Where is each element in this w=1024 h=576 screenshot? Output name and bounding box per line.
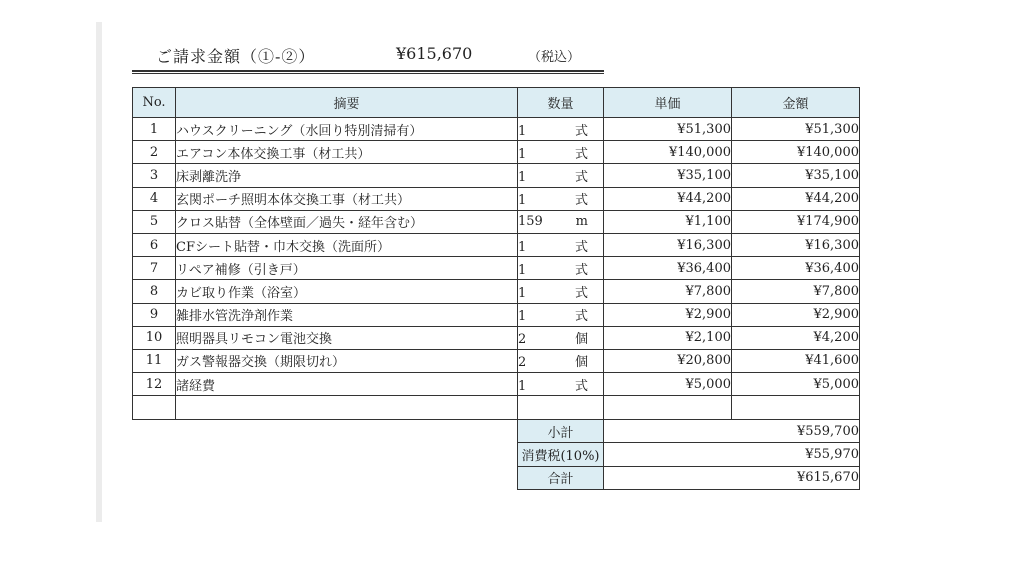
row-desc: ガス警報器交換（期限切れ）	[176, 349, 518, 372]
row-amount: ¥174,900	[732, 210, 860, 233]
tax-value: ¥55,970	[604, 443, 860, 466]
row-no: 7	[133, 257, 176, 280]
row-unit-price: ¥20,800	[604, 349, 732, 372]
col-unit-price: 単価	[604, 88, 732, 118]
tax-label: 消費税(10%)	[518, 443, 604, 466]
col-qty: 数量	[518, 88, 604, 118]
row-amount: ¥140,000	[732, 141, 860, 164]
table-row	[133, 141, 860, 164]
total-label: 合計	[518, 466, 604, 489]
col-desc: 摘要	[176, 88, 518, 118]
table-header-row	[133, 88, 860, 118]
table-row	[133, 373, 860, 396]
row-qty-cell	[518, 141, 604, 164]
row-no: 8	[133, 280, 176, 303]
row-desc: ハウスクリーニング（水回り特別清掃有）	[176, 118, 518, 141]
invoice-amount: ¥615,670	[396, 44, 473, 63]
row-no: 3	[133, 164, 176, 187]
row-unit-price: ¥2,100	[604, 326, 732, 349]
row-no: 9	[133, 303, 176, 326]
row-qty: 1	[518, 239, 527, 255]
table-row	[133, 257, 860, 280]
page-edge	[96, 22, 102, 522]
table-row	[133, 164, 860, 187]
row-unit-price: ¥2,900	[604, 303, 732, 326]
blank-row	[133, 396, 860, 420]
row-unit: 式	[574, 146, 588, 162]
row-unit-price: ¥35,100	[604, 164, 732, 187]
row-unit-price: ¥16,300	[604, 233, 732, 256]
row-qty-cell	[518, 210, 604, 233]
row-unit: 個	[574, 355, 588, 371]
row-desc: 諸経費	[176, 373, 518, 396]
row-no: 1	[133, 118, 176, 141]
row-qty: 1	[518, 123, 527, 139]
row-qty: 159	[518, 214, 543, 230]
row-amount: ¥4,200	[732, 326, 860, 349]
row-desc: クロス貼替（全体壁面／過失・経年含む）	[176, 210, 518, 233]
row-qty-cell	[518, 280, 604, 303]
row-amount: ¥41,600	[732, 349, 860, 372]
row-unit: 式	[574, 169, 588, 185]
row-amount: ¥5,000	[732, 373, 860, 396]
table-row	[133, 210, 860, 233]
row-qty: 1	[518, 309, 527, 325]
row-unit-price: ¥44,200	[604, 187, 732, 210]
row-qty: 1	[518, 193, 527, 209]
row-qty-cell	[518, 373, 604, 396]
row-qty: 2	[518, 332, 527, 348]
total-row	[133, 466, 860, 489]
row-amount: ¥16,300	[732, 233, 860, 256]
col-amount: 金額	[732, 88, 860, 118]
row-qty: 1	[518, 262, 527, 278]
row-unit-price: ¥36,400	[604, 257, 732, 280]
row-unit: 個	[574, 332, 588, 348]
row-amount: ¥2,900	[732, 303, 860, 326]
row-qty: 2	[518, 355, 527, 371]
row-desc: 床剥離洗浄	[176, 164, 518, 187]
row-desc: カビ取り作業（浴室）	[176, 280, 518, 303]
row-qty: 1	[518, 285, 527, 301]
table-row	[133, 187, 860, 210]
row-amount: ¥35,100	[732, 164, 860, 187]
invoice-table	[132, 87, 860, 490]
row-unit: m	[575, 214, 588, 230]
row-desc: 照明器具リモコン電池交換	[176, 326, 518, 349]
row-no: 6	[133, 233, 176, 256]
tax-row	[133, 443, 860, 466]
table-row	[133, 233, 860, 256]
row-no: 12	[133, 373, 176, 396]
row-unit: 式	[574, 123, 588, 139]
row-desc: CFシート貼替・巾木交換（洗面所）	[176, 233, 518, 256]
subtotal-row	[133, 420, 860, 443]
subtotal-value: ¥559,700	[604, 420, 860, 443]
row-qty: 1	[518, 378, 527, 394]
row-qty-cell	[518, 233, 604, 256]
row-unit-price: ¥140,000	[604, 141, 732, 164]
row-qty-cell	[518, 257, 604, 280]
subtotal-label: 小計	[518, 420, 604, 443]
row-qty-cell	[518, 349, 604, 372]
row-unit-price: ¥5,000	[604, 373, 732, 396]
row-unit: 式	[574, 285, 588, 301]
invoice-title: ご請求金額（①-②）	[156, 47, 316, 66]
row-unit-price: ¥7,800	[604, 280, 732, 303]
row-desc: 雑排水管洗浄剤作業	[176, 303, 518, 326]
row-desc: 玄関ポーチ照明本体交換工事（材工共）	[176, 187, 518, 210]
total-value: ¥615,670	[604, 466, 860, 489]
header-underline	[132, 70, 604, 74]
row-unit: 式	[574, 378, 588, 394]
row-qty-cell	[518, 187, 604, 210]
table-row	[133, 118, 860, 141]
tax-included-note: （税込）	[528, 50, 581, 65]
row-unit: 式	[574, 239, 588, 255]
row-qty-cell	[518, 303, 604, 326]
row-no: 10	[133, 326, 176, 349]
table-row	[133, 349, 860, 372]
row-unit: 式	[574, 309, 588, 325]
row-no: 4	[133, 187, 176, 210]
row-qty: 1	[518, 146, 527, 162]
row-no: 11	[133, 349, 176, 372]
row-no: 2	[133, 141, 176, 164]
table-row	[133, 303, 860, 326]
col-no: No.	[133, 88, 176, 118]
row-unit-price: ¥1,100	[604, 210, 732, 233]
row-desc: リペア補修（引き戸）	[176, 257, 518, 280]
row-qty-cell	[518, 326, 604, 349]
row-qty-cell	[518, 164, 604, 187]
row-unit-price: ¥51,300	[604, 118, 732, 141]
row-no: 5	[133, 210, 176, 233]
row-unit: 式	[574, 262, 588, 278]
row-qty: 1	[518, 169, 527, 185]
row-desc: エアコン本体交換工事（材工共）	[176, 141, 518, 164]
row-qty-cell	[518, 118, 604, 141]
table-row	[133, 280, 860, 303]
row-amount: ¥36,400	[732, 257, 860, 280]
row-unit: 式	[574, 193, 588, 209]
row-amount: ¥51,300	[732, 118, 860, 141]
row-amount: ¥7,800	[732, 280, 860, 303]
row-amount: ¥44,200	[732, 187, 860, 210]
table-row	[133, 326, 860, 349]
